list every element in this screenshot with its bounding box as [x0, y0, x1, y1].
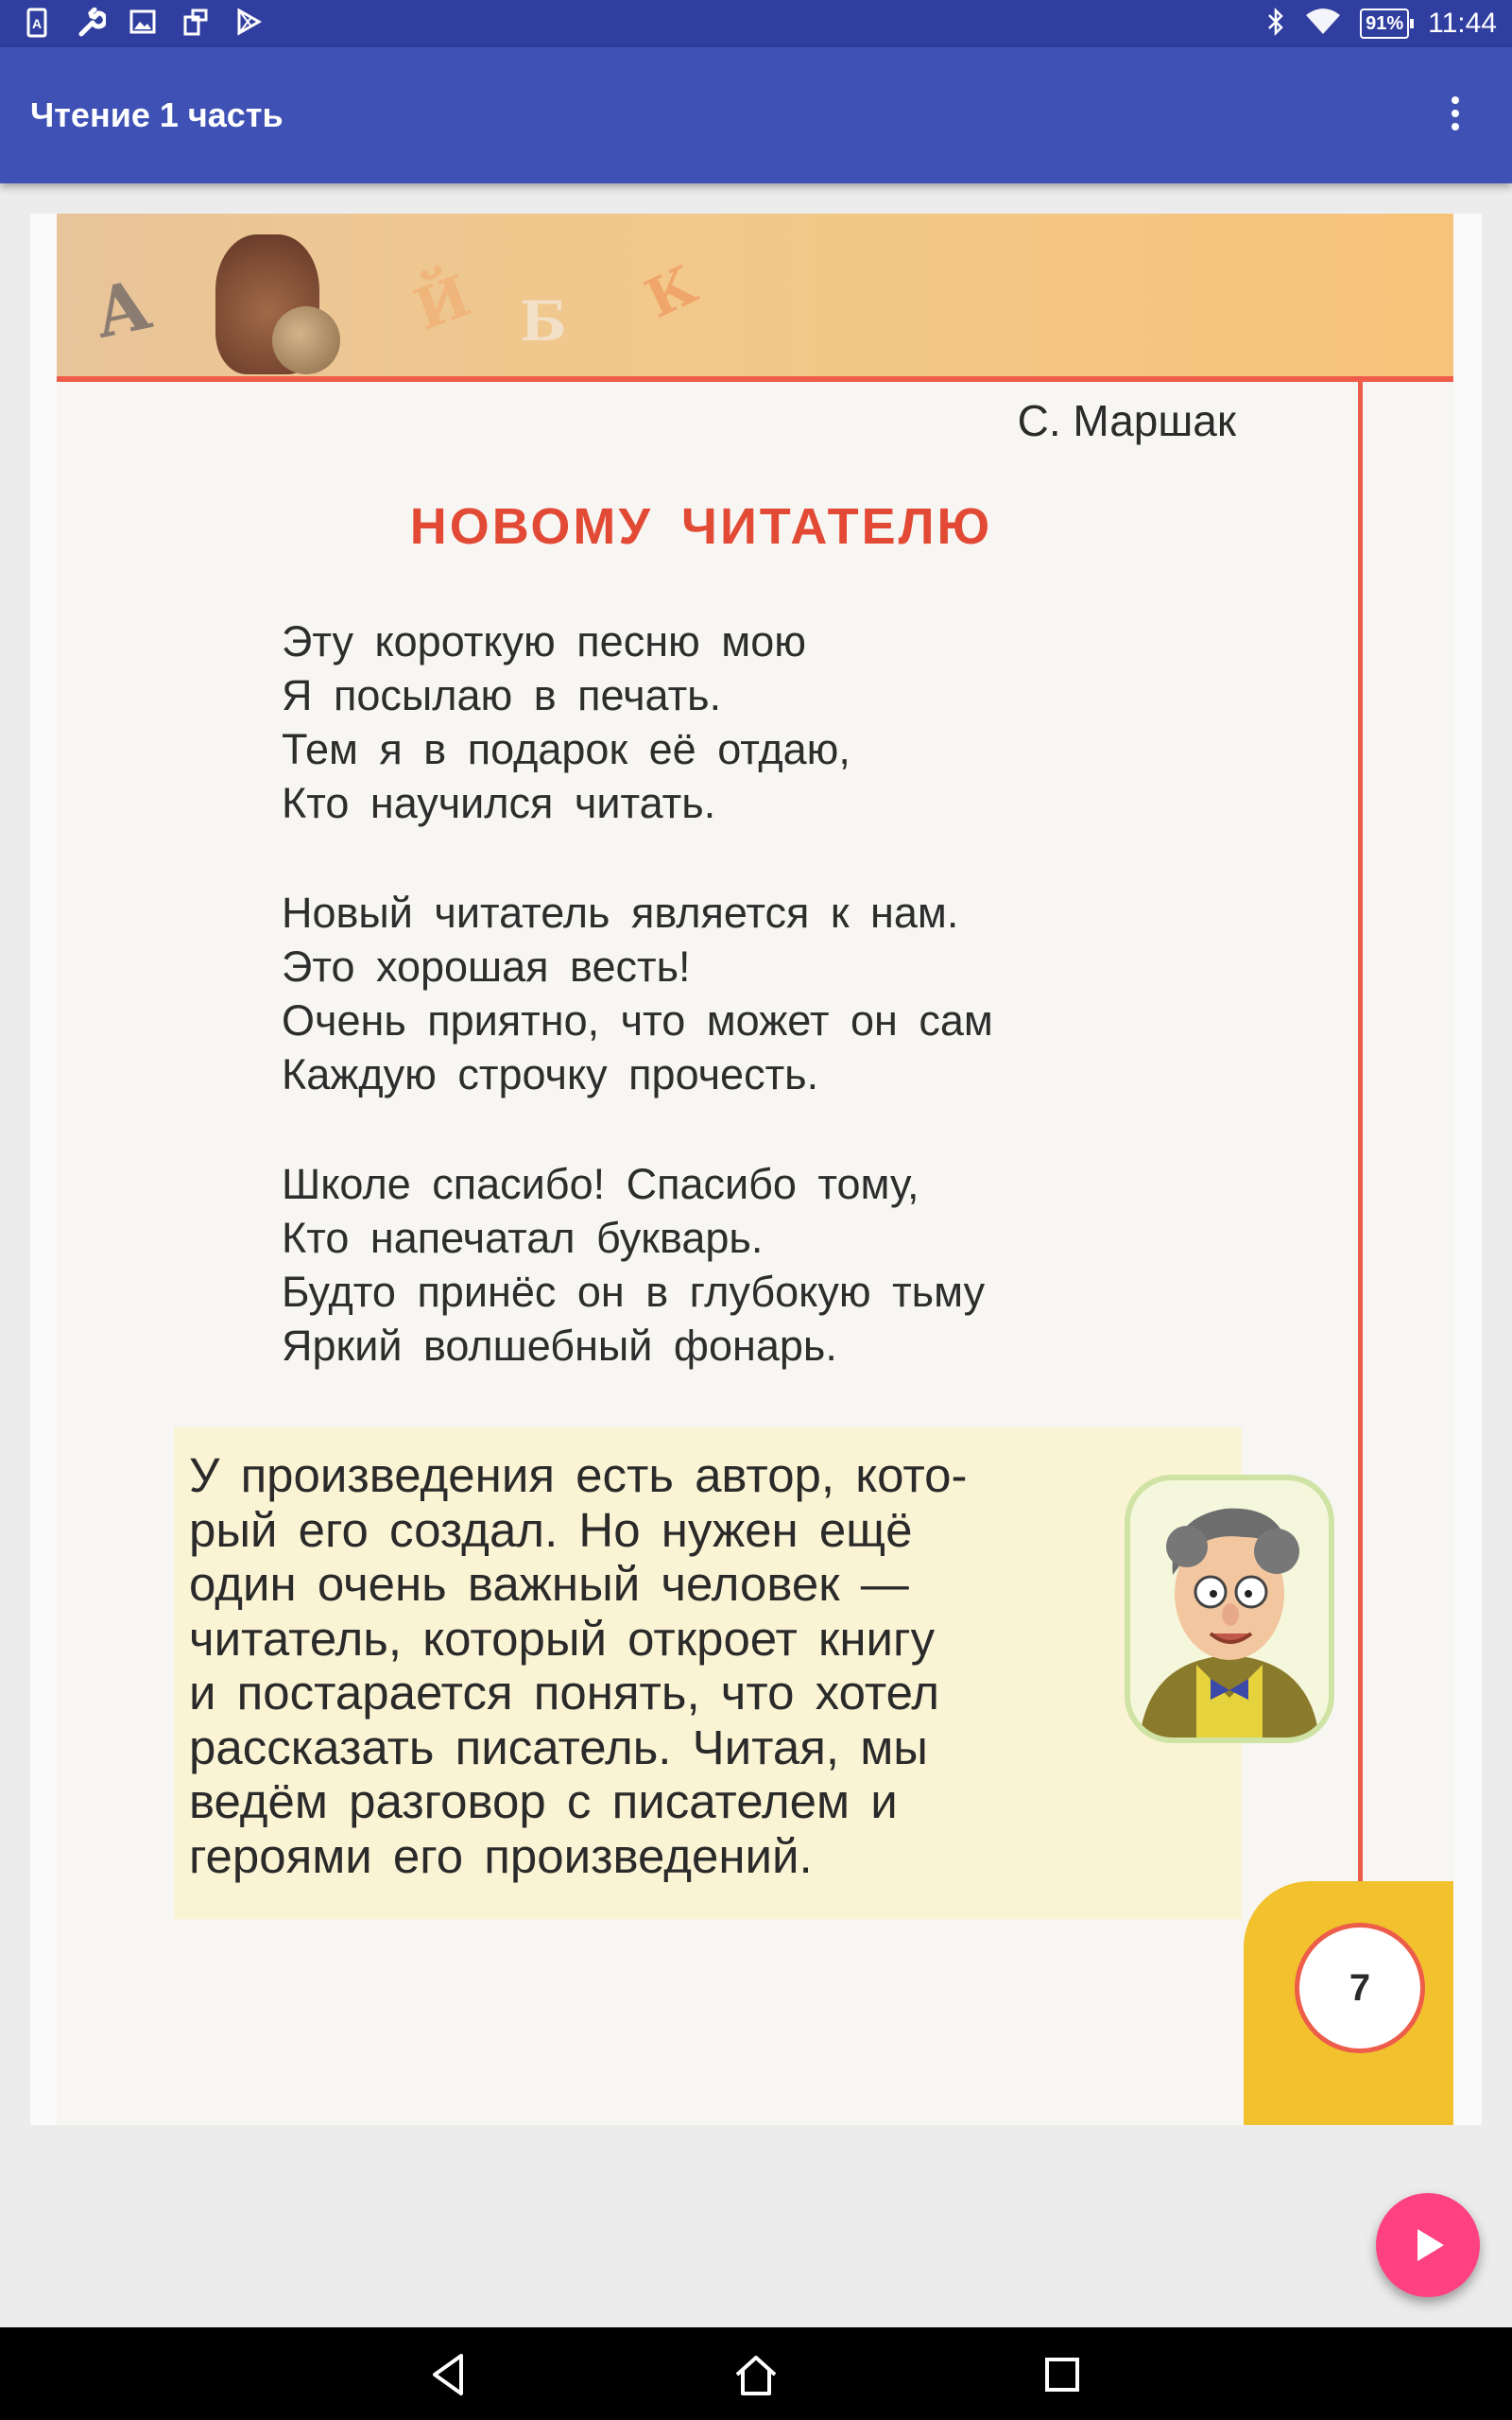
book-page-viewer[interactable]	[30, 214, 1482, 2125]
poem-line: Я посылаю в печать.	[282, 671, 722, 719]
poem-line: Кто напечатал букварь.	[282, 1214, 764, 1262]
poem-line: Новый читатель является к нам.	[282, 889, 959, 937]
info-line: рый его создал. Но нужен ещё	[189, 1502, 913, 1557]
info-line: рассказать писатель. Читая, мы	[189, 1720, 928, 1774]
recents-icon[interactable]	[1036, 2350, 1089, 2399]
clock: 11:44	[1428, 8, 1497, 39]
info-line: один очень важный человек —	[189, 1557, 909, 1611]
info-text	[189, 1448, 1087, 1883]
notification-icons	[23, 8, 263, 38]
more-vert-icon[interactable]	[1436, 93, 1474, 138]
info-box	[174, 1427, 1242, 1919]
status-bar	[0, 0, 1512, 47]
page-header-decoration	[57, 214, 1453, 382]
accessibility-icon	[23, 8, 51, 38]
poem-line: Очень приятно, что может он сам	[282, 996, 993, 1045]
navigation-bar	[0, 2327, 1512, 2420]
wrench-icon	[76, 8, 104, 38]
poem-line: Эту короткую песню мою	[282, 617, 807, 666]
app-title: Чтение 1 часть	[30, 95, 284, 134]
info-line: ведём разговор с писателем и	[189, 1774, 898, 1828]
wifi-icon	[1305, 8, 1341, 41]
poem-line: Это хорошая весть!	[282, 942, 691, 991]
poem-stanza-1	[282, 614, 850, 830]
poem-line: Будто принёс он в глубокую тьму	[282, 1268, 986, 1316]
ball-image	[272, 306, 340, 374]
poem-author: С. Маршак	[1017, 396, 1236, 445]
info-line: и постарается понять, что хотел	[189, 1666, 940, 1720]
decor-letter: Й	[405, 263, 479, 344]
poem-line: Кто научился читать.	[282, 779, 716, 827]
page-number: 7	[1295, 1923, 1425, 2053]
poem-title: НОВОМУ ЧИТАТЕЛЮ	[409, 498, 993, 555]
back-icon[interactable]	[423, 2350, 476, 2399]
svg-text:A: A	[31, 16, 43, 31]
battery-icon: 91%	[1360, 9, 1409, 39]
book-page	[57, 214, 1453, 2125]
page-margin-rule	[1358, 376, 1363, 1908]
decor-letter: А	[86, 263, 158, 354]
info-line: героями его произведений.	[189, 1828, 813, 1883]
rotate-icon	[181, 8, 210, 38]
home-icon[interactable]	[730, 2350, 782, 2399]
play-icon	[1418, 2229, 1444, 2261]
info-line: У произведения есть автор, кото-	[189, 1448, 968, 1502]
poem-line: Каждую строчку прочесть.	[282, 1050, 819, 1098]
info-line: читатель, который откроет книгу	[189, 1611, 936, 1666]
system-icons	[1265, 6, 1497, 42]
bluetooth-icon	[1265, 7, 1286, 42]
poem-line: Школе спасибо! Спасибо тому,	[282, 1160, 919, 1208]
decor-letter: К	[636, 253, 707, 331]
play-store-icon	[234, 8, 263, 38]
app-bar	[0, 47, 1512, 183]
poem-line: Тем я в подарок её отдаю,	[282, 725, 850, 773]
poem-line: Яркий волшебный фонарь.	[282, 1322, 837, 1370]
poem-stanza-2	[282, 886, 993, 1101]
decor-letter: Б	[520, 289, 567, 354]
image-icon	[129, 8, 157, 38]
poem-stanza-3	[282, 1157, 985, 1373]
play-button[interactable]	[1376, 2193, 1480, 2297]
reader-character-illustration	[1125, 1475, 1334, 1743]
